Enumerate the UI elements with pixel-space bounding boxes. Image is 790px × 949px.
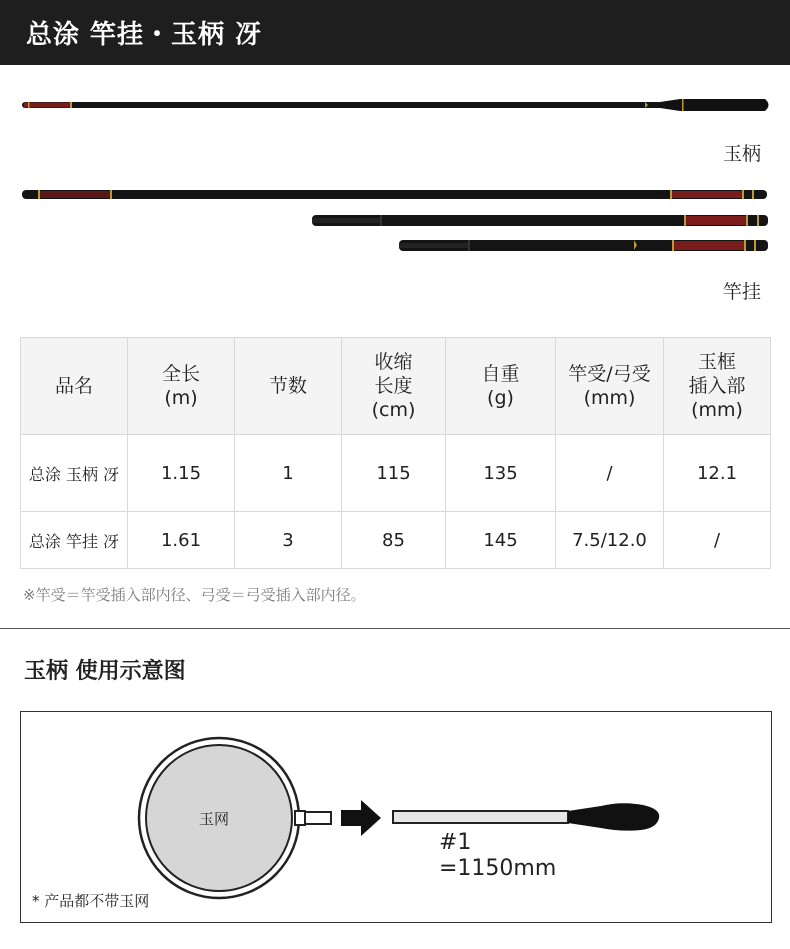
table-cell: 145 (446, 512, 556, 569)
handle-number: #1 (439, 830, 472, 855)
col-header: 全长 (m) (128, 338, 235, 435)
spec-table (20, 337, 771, 569)
col-header: 自重 (g) (446, 338, 556, 435)
col-header: 品名 (21, 338, 128, 435)
col-header: 收缩 长度 (cm) (342, 338, 446, 435)
handle-rod-icon (393, 803, 659, 830)
table-cell: / (664, 512, 771, 569)
handle-rod (22, 99, 769, 111)
label-handle-rod: 玉柄 (723, 143, 762, 165)
table-footnote: ※竿受＝竿受插入部内径、弓受＝弓受插入部内径。 (23, 586, 366, 604)
handle-length: =1150mm (439, 856, 557, 881)
col-header: 玉框 插入部 (mm) (664, 338, 771, 435)
table-cell: / (556, 435, 664, 512)
header-bar (0, 0, 790, 65)
table-cell: 85 (342, 512, 446, 569)
table-cell: 总涂 竿挂 冴 (21, 512, 128, 569)
holder-section-3 (399, 240, 768, 251)
page-title: 总涂 竿挂・玉柄 冴 (26, 20, 263, 50)
table-cell: 1.15 (128, 435, 235, 512)
table-cell: 115 (342, 435, 446, 512)
arrow-right-icon (341, 800, 381, 836)
table-cell: 12.1 (664, 435, 771, 512)
handle-size-label (439, 830, 556, 882)
table-row (21, 435, 771, 512)
net-label: 玉网 (199, 810, 230, 828)
table-cell: 3 (235, 512, 342, 569)
col-header: 节数 (235, 338, 342, 435)
rod-illustrations (0, 90, 790, 260)
section-divider (0, 628, 790, 629)
landing-net-icon (139, 738, 331, 898)
holder-section-2 (312, 215, 768, 226)
table-row (21, 512, 771, 569)
section-title: 玉柄 使用示意图 (24, 659, 186, 684)
table-cell: 135 (446, 435, 556, 512)
table-header-row (21, 338, 771, 435)
table-cell: 1.61 (128, 512, 235, 569)
holder-section-1 (22, 190, 767, 199)
label-rod-holder: 竿挂 (723, 281, 762, 303)
table-cell: 7.5/12.0 (556, 512, 664, 569)
diagram-footnote: * 产品都不带玉网 (32, 892, 150, 910)
table-cell: 总涂 玉柄 冴 (21, 435, 128, 512)
table-cell: 1 (235, 435, 342, 512)
usage-diagram (20, 711, 772, 923)
col-header: 竿受/弓受 (mm) (556, 338, 664, 435)
